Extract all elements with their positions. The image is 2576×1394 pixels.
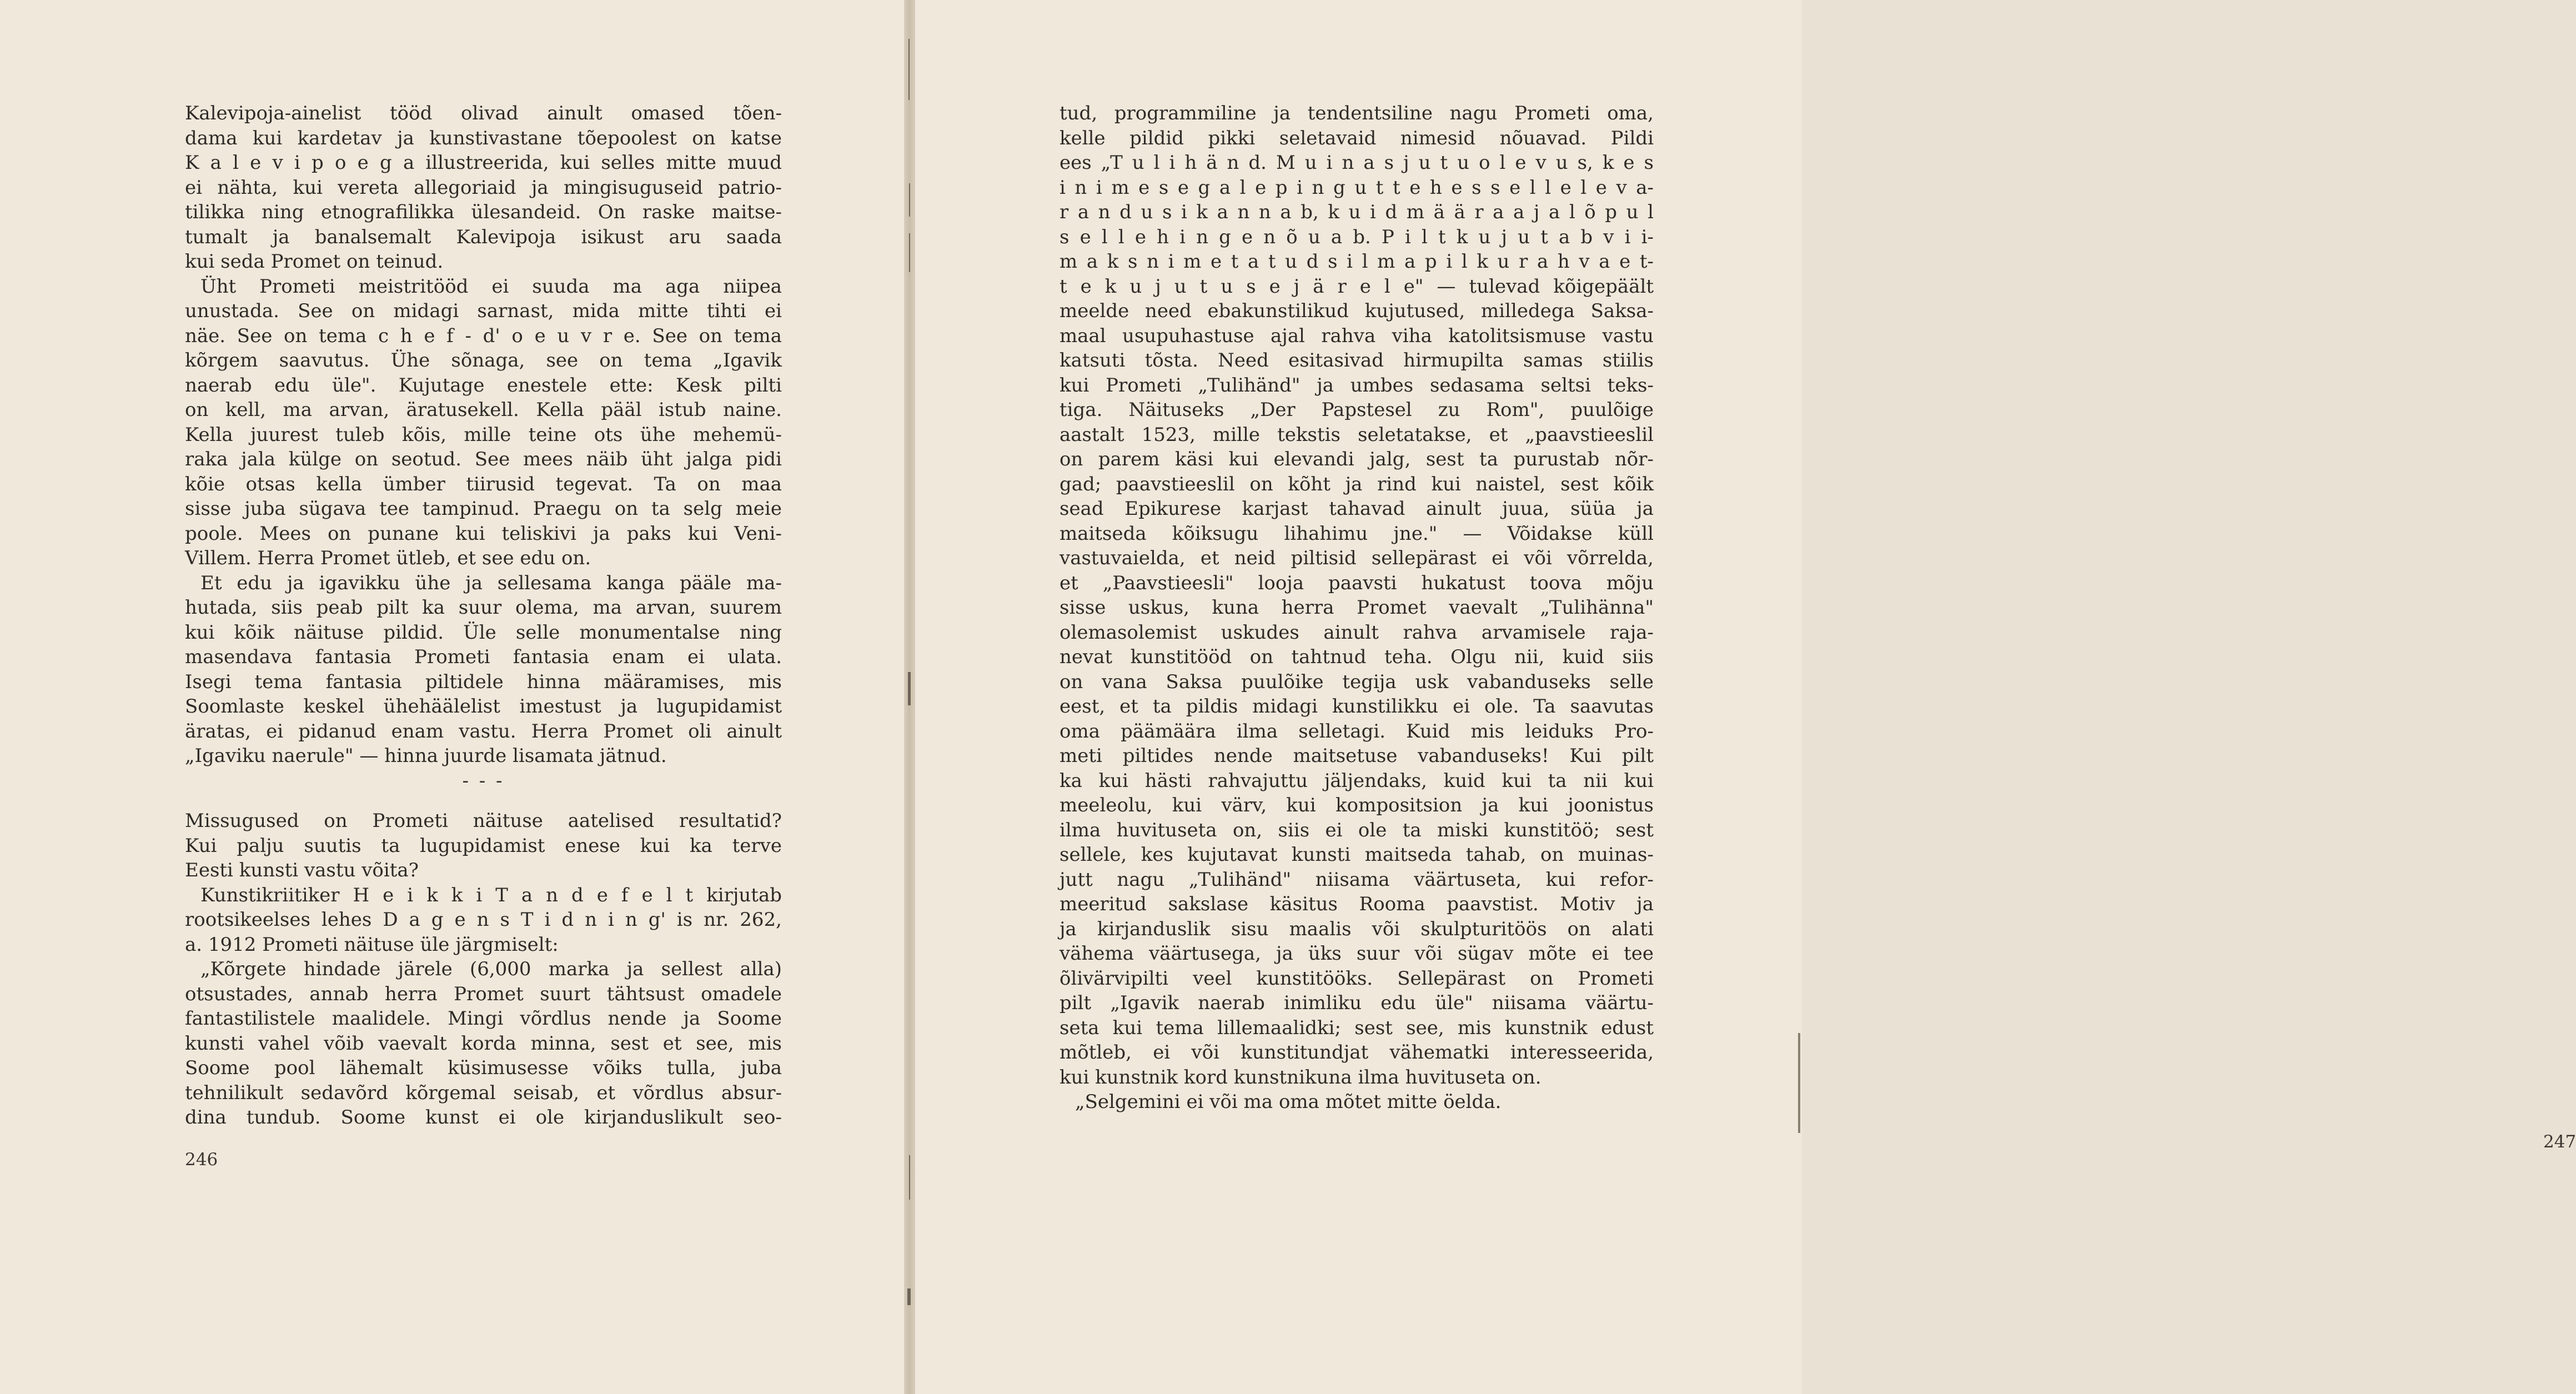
text-line: tiga. Näituseks „Der Papstesel zu Rom", puulõige bbox=[1059, 399, 1654, 421]
text-line: kui Prometi „Tulihänd" ja umbes sedasama seltsi teks- bbox=[1059, 374, 1654, 397]
text-line: ei nähta, kui vereta allegoriaid ja mingisuguseid patrio- bbox=[185, 176, 782, 199]
text-line: kui seda Promet on teinud. bbox=[185, 250, 444, 273]
text-line: meeleolu, kui värv, kui kompositsion ja kui joonistus bbox=[1059, 794, 1654, 816]
text-line: masendava fantasia Prometi fantasia enam ei ulata. bbox=[185, 646, 782, 668]
text-line: meeritud sakslase käsitus Rooma paavstist. Motiv ja bbox=[1059, 893, 1654, 915]
text-line: vähema väärtusega, ja üks suur või sügav mõte ei tee bbox=[1059, 942, 1654, 965]
text-line: sellele, kes kujutavat kunsti maitseda tahab, on muinas- bbox=[1059, 844, 1654, 866]
text-line: oma päämäära ilma selletagi. Kuid mis leiduks Pro- bbox=[1059, 720, 1654, 743]
text-line: tehnilikult sedavõrd kõrgemal seisab, et võrdlus absur- bbox=[185, 1081, 782, 1104]
text-line: a. 1912 Prometi näituse üle järgmiselt: bbox=[185, 933, 559, 956]
text-line: kelle pildid pikki seletavaid nimesid nõuavad. Pildi bbox=[1059, 127, 1654, 149]
text-line: meelde need ebakunstilikud kujutused, milledega Saksa- bbox=[1059, 300, 1654, 322]
text-line: mõtleb, ei või kunstitundjat vähematki interesseerida, bbox=[1059, 1041, 1654, 1064]
text-line: dina tundub. Soome kunst ei ole kirjanduslikult seo- bbox=[185, 1106, 782, 1129]
text-line: hutada, siis peab pilt ka suur olema, ma arvan, suurem bbox=[185, 596, 782, 619]
text-line: meti piltides nende maitsetuse vabanduseks! Kui pilt bbox=[1059, 745, 1654, 767]
left-page-paragraphs bbox=[185, 101, 782, 769]
section-separator: - - - bbox=[462, 769, 505, 792]
text-line: Isegi tema fantasia piltidele hinna määramises, mis bbox=[185, 670, 782, 693]
text-line: kõie otsas kella ümber tiirusid tegevat. Ta on maa bbox=[185, 473, 782, 495]
text-line: i n i m e s e g a l e p i n g u t t e h e s s e l l e l e v a- bbox=[1059, 176, 1654, 199]
text-line: sisse uskus, kuna herra Promet vaevalt „Tulihänna" bbox=[1059, 596, 1654, 619]
text-line: on parem käsi kui elevandi jalg, sest ta purustab nõr- bbox=[1059, 448, 1654, 470]
text-line: Villem. Herra Promet ütleb, et see edu on. bbox=[185, 547, 591, 569]
page-number-right: 247 bbox=[2543, 1132, 2576, 1152]
text-line: m a k s n i m e t a t u d s i l m a p i l k u r a h v a e t- bbox=[1059, 250, 1654, 273]
text-line: äratas, ei pidanud enam vastu. Herra Promet oli ainult bbox=[185, 720, 782, 743]
text-line: K a l e v i p o e g a illustreerida, kui selles mitte muud bbox=[185, 152, 782, 174]
text-line: Kunstikriitiker H e i k k i T a n d e f e l t kirjutab bbox=[200, 884, 782, 906]
text-line: poole. Mees on punane kui teliskivi ja paks kui Veni- bbox=[185, 522, 782, 545]
text-line: Kui palju suutis ta lugupidamist enese kui ka terve bbox=[185, 834, 782, 857]
text-line: Missugused on Prometi näituse aatelised resultatid? bbox=[185, 810, 782, 832]
text-line: pilt „Igavik naerab inimliku edu üle" niisama väärtu- bbox=[1059, 992, 1654, 1014]
left-page-text bbox=[185, 101, 782, 1130]
text-line: naerab edu üle". Kujutage enestele ette: Kesk pilti bbox=[185, 374, 782, 397]
text-line: aastalt 1523, mille tekstis seletatakse, et „paavstieeslil bbox=[1059, 423, 1654, 446]
right-page-paragraphs bbox=[1059, 101, 1654, 1115]
text-line: seta kui tema lillemaalidki; sest see, mis kunstnik edust bbox=[1059, 1016, 1654, 1039]
text-line: Et edu ja igavikku ühe ja sellesama kanga pääle ma- bbox=[200, 571, 782, 594]
text-line: sisse juba sügava tee tampinud. Praegu on ta selg meie bbox=[185, 498, 782, 520]
text-line: ja kirjanduslik sisu maalis või skulpturitöös on alati bbox=[1059, 917, 1654, 940]
right-page-text bbox=[1059, 101, 1654, 1115]
text-line: unustada. See on midagi sarnast, mida mitte tihti ei bbox=[185, 300, 782, 322]
text-line: kui kõik näituse pildid. Üle selle monumentalse ning bbox=[185, 621, 782, 644]
text-line: on kell, ma arvan, äratusekell. Kella pääl istub naine. bbox=[185, 399, 782, 421]
text-line: kõrgem saavutus. Ühe sõnaga, see on tema „Igavik bbox=[185, 349, 782, 372]
text-line: nevat kunstitööd on tahtnud teha. Olgu nii, kuid siis bbox=[1059, 646, 1654, 668]
text-line: sead Epikurese karjast tahavad ainult juua, süüa ja bbox=[1059, 498, 1654, 520]
text-line: tumalt ja banalsemalt Kalevipoja isikust aru saada bbox=[185, 225, 782, 248]
text-line: ilma huvituseta on, siis ei ole ta miski kunstitöö; sest bbox=[1059, 819, 1654, 841]
text-line: olemasolemist uskudes ainult rahva arvamisele raja- bbox=[1059, 621, 1654, 644]
text-line: otsustades, annab herra Promet suurt tähtsust omadele bbox=[185, 982, 782, 1005]
text-line: tud, programmiline ja tendentsiline nagu Prometi oma, bbox=[1059, 102, 1654, 124]
text-line: kui kunstnik kord kunstnikuna ilma huvituseta on. bbox=[1059, 1066, 1541, 1089]
text-line: vastuvaielda, et neid piltisid sellepärast ei või võrrelda, bbox=[1059, 547, 1654, 569]
page-number-left: 246 bbox=[185, 1150, 218, 1170]
right-page bbox=[915, 0, 2576, 1394]
text-line: Soome pool lähemalt küsimusesse võiks tulla, juba bbox=[185, 1057, 782, 1079]
text-line: katsuti tõsta. Need esitasivad hirmupilta samas stiilis bbox=[1059, 349, 1654, 372]
text-line: „Selgemini ei või ma oma mõtet mitte öelda. bbox=[1075, 1091, 1502, 1113]
text-line: tilikka ning etnografilikka ülesandeid. On raske maitse- bbox=[185, 201, 782, 223]
text-line: Kella juurest tuleb kõis, mille teine ots ühe mehemü- bbox=[185, 423, 782, 446]
text-line: ees „T u l i h ä n d. M u i n a s j u t u o l e v u s, k e s bbox=[1059, 152, 1654, 174]
text-line: maal usupuhastuse ajal rahva viha katolitsismuse vastu bbox=[1059, 324, 1654, 347]
text-line: raka jala külge on seotud. See mees näib üht jalga pidi bbox=[185, 448, 782, 470]
text-line: jutt nagu „Tulihänd" niisama väärtuseta, kui refor- bbox=[1059, 868, 1654, 891]
text-line: Soomlaste keskel ühehäälelist imestust ja lugupidamist bbox=[185, 695, 782, 718]
text-line: Eesti kunsti vastu võita? bbox=[185, 859, 419, 881]
text-line: r a n d u s i k a n n a b, k u i d m ä ä r a a j a l õ p u l bbox=[1059, 201, 1654, 223]
left-page-paragraphs-continued bbox=[185, 809, 782, 1130]
text-line: ka kui hästi rahvajuttu jäljendaks, kuid kui ta nii kui bbox=[1059, 769, 1654, 792]
book-gutter bbox=[904, 0, 915, 1394]
text-line: fantastilistele maalidele. Mingi võrdlus nende ja Soome bbox=[185, 1007, 782, 1030]
text-line: eest, et ta pildis midagi kunstilikku ei ole. Ta saavutas bbox=[1059, 695, 1654, 718]
text-line: rootsikeelses lehes D a g e n s T i d n i n g' is nr. 262, bbox=[185, 909, 782, 931]
text-line: Üht Prometi meistritööd ei suuda ma aga niipea bbox=[200, 275, 782, 298]
text-line: t e k u j u t u s e j ä r e l e" — tulevad kõigepäält bbox=[1059, 275, 1654, 298]
text-line: et „Paavstieesli" looja paavsti hukatust toova mõju bbox=[1059, 571, 1654, 594]
text-line: gad; paavstieeslil on kõht ja rind kui naistel, sest kõik bbox=[1059, 473, 1654, 495]
text-line: maitseda kõiksugu lihahimu jne." — Võidakse küll bbox=[1059, 522, 1654, 545]
text-line: s e l l e h i n g e n õ u a b. P i l t k u j u t a b v i i- bbox=[1059, 225, 1654, 248]
text-line: dama kui kardetav ja kunstivastane tõepoolest on katse bbox=[185, 127, 782, 149]
text-line: „Kõrgete hindade järele (6,000 marka ja sellest alla) bbox=[200, 958, 782, 980]
text-line: Kalevipoja-ainelist tööd olivad ainult omased tõen- bbox=[185, 102, 782, 124]
text-line: õlivärvipilti veel kunstitööks. Sellepärast on Prometi bbox=[1059, 967, 1654, 990]
text-line: „Igaviku naerule" — hinna juurde lisamata jätnud. bbox=[185, 745, 667, 767]
left-page bbox=[0, 0, 904, 1394]
text-line: näe. See on tema c h e f - d' o e u v r e. See on tema bbox=[185, 324, 782, 347]
text-line: on vana Saksa puulõike tegija usk vabanduseks selle bbox=[1059, 670, 1654, 693]
text-line: kunsti vahel võib vaevalt korda minna, sest et see, mis bbox=[185, 1032, 782, 1055]
